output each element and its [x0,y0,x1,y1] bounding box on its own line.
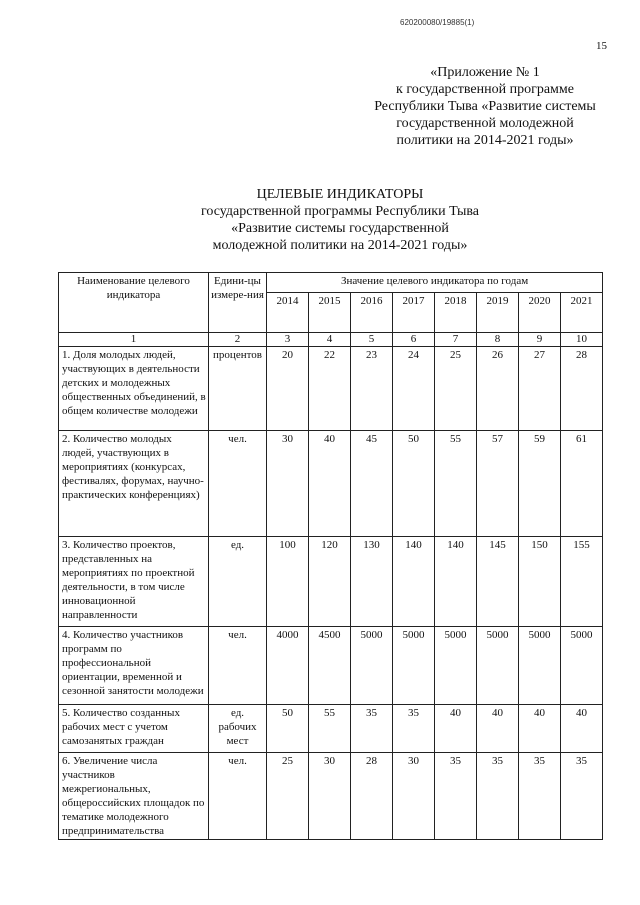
table-row [59,537,603,627]
indicator-value: 35 [435,753,477,840]
indicator-value: 27 [519,347,561,431]
year-header: 2016 [351,293,393,333]
table-row [59,347,603,431]
indicator-value: 59 [519,431,561,537]
indicator-unit: ед. рабочих мест [209,705,267,753]
indicator-value: 61 [561,431,603,537]
column-number: 3 [267,333,309,347]
appendix-line: к государственной программе [396,82,574,97]
indicator-value: 50 [267,705,309,753]
indicator-name: 4. Количество участников программ по профессиональной ориентации, временной и сезонной занятости молодежи [59,627,209,705]
indicator-name: 1. Доля молодых людей, участвующих в деятельности детских и молодежных общественных объединений, в общем количестве молодежи [59,347,209,431]
header-indicator-name: Наименование целевого индикатора [59,273,209,333]
indicator-value: 35 [561,753,603,840]
table-row [59,627,603,705]
document-title [130,186,550,254]
indicator-value: 45 [351,431,393,537]
year-header: 2017 [393,293,435,333]
indicator-value: 40 [561,705,603,753]
indicator-value: 140 [393,537,435,627]
indicator-value: 22 [309,347,351,431]
indicator-name: 5. Количество созданных рабочих мест с учетом самозанятых граждан [59,705,209,753]
indicator-value: 30 [267,431,309,537]
column-number: 9 [519,333,561,347]
document-number: 620200080/19885(1) [400,18,475,27]
column-number: 8 [477,333,519,347]
indicator-value: 35 [519,753,561,840]
table-row [59,431,603,537]
title-line: ЦЕЛЕВЫЕ ИНДИКАТОРЫ [256,187,424,202]
indicator-value: 25 [267,753,309,840]
year-header: 2019 [477,293,519,333]
appendix-block [350,64,620,149]
indicator-unit: чел. [209,753,267,840]
column-number: 7 [435,333,477,347]
indicator-value: 28 [561,347,603,431]
indicator-value: 50 [393,431,435,537]
appendix-line: политики на 2014-2021 годы» [396,133,574,148]
indicator-value: 5000 [393,627,435,705]
indicator-value: 35 [351,705,393,753]
appendix-line: Республики Тыва «Развитие системы [374,99,596,114]
indicator-value: 35 [393,705,435,753]
indicator-value: 40 [435,705,477,753]
indicator-value: 5000 [351,627,393,705]
indicator-value: 5000 [477,627,519,705]
indicator-value: 100 [267,537,309,627]
indicator-unit: процентов [209,347,267,431]
appendix-line: государственной молодежной [396,116,574,131]
column-number: 5 [351,333,393,347]
indicator-value: 5000 [435,627,477,705]
indicator-value: 25 [435,347,477,431]
indicator-value: 28 [351,753,393,840]
indicator-value: 30 [309,753,351,840]
indicator-value: 57 [477,431,519,537]
indicator-unit: ед. [209,537,267,627]
indicator-value: 24 [393,347,435,431]
title-line: государственной программы Республики Тыва [201,204,479,219]
header-unit: Едини-цы измере-ния [209,273,267,333]
table-row [59,705,603,753]
column-number: 10 [561,333,603,347]
indicator-value: 150 [519,537,561,627]
year-header: 2021 [561,293,603,333]
column-number: 2 [209,333,267,347]
indicator-name: 2. Количество молодых людей, участвующих в мероприятиях (конкурсах, фестивалях, форумах, научно-практических конференциях) [59,431,209,537]
indicator-value: 4000 [267,627,309,705]
column-number: 6 [393,333,435,347]
page-number: 15 [596,40,607,52]
indicator-value: 20 [267,347,309,431]
column-number: 4 [309,333,351,347]
indicator-value: 40 [309,431,351,537]
table-row [59,753,603,840]
year-header: 2018 [435,293,477,333]
header-values-by-year: Значение целевого индикатора по годам [267,273,603,293]
title-line: «Развитие системы государственной [231,221,449,236]
indicator-value: 40 [519,705,561,753]
indicator-value: 55 [309,705,351,753]
indicator-value: 120 [309,537,351,627]
year-header: 2014 [267,293,309,333]
indicator-value: 55 [435,431,477,537]
indicator-value: 40 [477,705,519,753]
indicator-unit: чел. [209,627,267,705]
year-header: 2020 [519,293,561,333]
indicator-value: 30 [393,753,435,840]
indicator-value: 26 [477,347,519,431]
column-number: 1 [59,333,209,347]
indicator-value: 145 [477,537,519,627]
indicator-value: 5000 [561,627,603,705]
year-header: 2015 [309,293,351,333]
appendix-line: «Приложение № 1 [430,65,540,80]
indicators-table [58,272,603,840]
indicator-value: 5000 [519,627,561,705]
indicator-value: 130 [351,537,393,627]
indicator-value: 140 [435,537,477,627]
title-line: молодежной политики на 2014-2021 годы» [212,238,468,253]
indicator-unit: чел. [209,431,267,537]
indicator-name: 6. Увеличение числа участников межрегиональных, общероссийских площадок по тематике молодежного предпринимательства [59,753,209,840]
indicator-value: 155 [561,537,603,627]
indicator-value: 4500 [309,627,351,705]
indicator-name: 3. Количество проектов, представленных на мероприятиях по проектной деятельности, в том числе инновационной направленности [59,537,209,627]
indicator-value: 23 [351,347,393,431]
indicator-value: 35 [477,753,519,840]
